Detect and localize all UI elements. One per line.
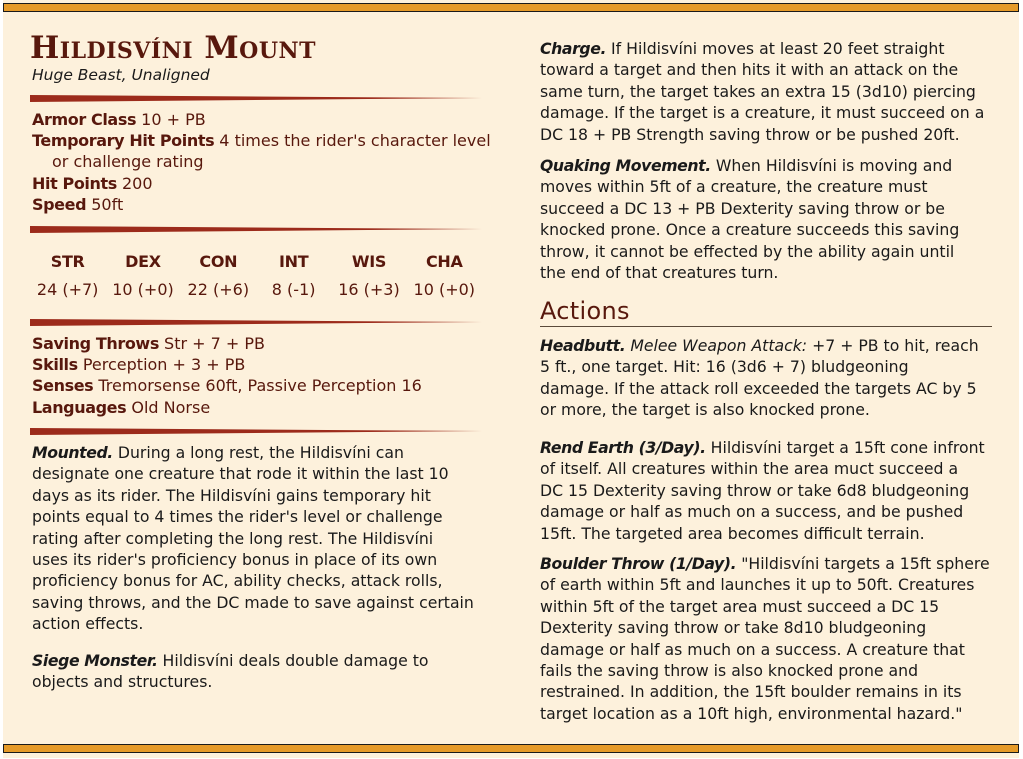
ability-header-cha: CHA: [425, 252, 463, 271]
temp-hp-label: Temporary Hit Points: [32, 131, 215, 150]
hit-points-label: Hit Points: [32, 174, 117, 193]
action-text-line: damage or half as much on a success, and be pushed: [540, 502, 964, 522]
action-text-line: within 5ft of the target area must succeed a DC 15: [540, 596, 940, 616]
speed-label: Speed: [32, 195, 87, 214]
action-text-line: Dexterity saving throw or take 8d10 bludgeoning: [540, 618, 927, 638]
action-text-line: DC 15 Dexterity saving throw or take 6d8 bludgeoning: [540, 480, 970, 500]
saving-throws-line: [32, 333, 265, 355]
hit-points-line: [32, 173, 153, 195]
trait-text-line: knocked prone. Once a creature succeeds this saving: [540, 220, 960, 240]
languages-line: [32, 397, 210, 419]
trait-text-line: During a long rest, the Hildisvíni can: [117, 443, 404, 462]
ability-header-dex: DEX: [125, 252, 161, 271]
temp-hp-value-cont: or challenge rating: [52, 152, 204, 171]
tapered-rule: [30, 319, 482, 326]
ability-value-cha: 10 (+0): [413, 280, 476, 299]
trait-mounted: [32, 442, 488, 635]
trait-name: Quaking Movement.: [540, 156, 711, 175]
trait-charge: [540, 38, 1000, 145]
action-text-line: or more, the target is also knocked prone.: [540, 400, 870, 420]
ability-scores-table: [30, 252, 482, 299]
temp-hp-line: [32, 130, 491, 152]
ability-values: [30, 280, 482, 299]
action-text-line: +7 + PB to hit, reach: [812, 336, 979, 355]
saving-throws-label: Saving Throws: [32, 334, 159, 353]
hit-points-value: 200: [121, 174, 153, 193]
trait-text-line: rating after completing the long rest. The Hildisvíni: [32, 528, 434, 548]
trait-name: Mounted.: [32, 443, 113, 462]
trait-text-line: the end of that creatures turn.: [540, 263, 779, 283]
skills-line: [32, 354, 245, 376]
trait-text-line: points equal to 4 times the rider's level or challenge: [32, 507, 443, 527]
top-border-bar: [3, 3, 1019, 12]
trait-text-line: same turn, the target takes an extra 15 (3d10) piercing: [540, 81, 976, 101]
senses-line: [32, 375, 422, 397]
trait-name: Charge.: [540, 39, 607, 58]
trait-text-line: action effects.: [32, 614, 144, 634]
trait-text-line: damage. If the target is a creature, it must succeed on a: [540, 103, 985, 123]
action-text-line: target location as a 10ft high, environmental hazard.": [540, 703, 963, 723]
languages-label: Languages: [32, 398, 127, 417]
action-text-line: of earth within 5ft and launches it up to 50ft. Creatures: [540, 575, 975, 595]
skills-label: Skills: [32, 355, 78, 374]
ability-value-con: 22 (+6): [187, 280, 250, 299]
saving-throws-value: Str + 7 + PB: [164, 334, 266, 353]
trait-siege-monster: [32, 650, 488, 693]
ability-value-str: 24 (+7): [36, 280, 99, 299]
temp-hp-value: 4 times the rider's character level: [219, 131, 491, 150]
action-text-line: 5 ft., one target. Hit: 16 (3d6 + 7) bludgeoning: [540, 357, 909, 377]
tapered-rule: [30, 226, 482, 233]
senses-value: Tremorsense 60ft, Passive Perception 16: [98, 376, 422, 395]
skills-value: Perception + 3 + PB: [82, 355, 246, 374]
tapered-rule: [30, 428, 482, 435]
action-text-line: fails the saving throw is also knocked prone and: [540, 661, 919, 681]
trait-text-line: designate one creature that rode it within the last 10: [32, 464, 449, 484]
ability-header-wis: WIS: [351, 252, 387, 271]
monster-name: Hildisvíni Mount: [30, 30, 317, 66]
speed-value: 50ft: [91, 195, 124, 214]
trait-text-line: objects and structures.: [32, 672, 213, 692]
trait-name: Siege Monster.: [32, 651, 158, 670]
monster-type-line: Huge Beast, Unaligned: [32, 66, 210, 84]
senses-label: Senses: [32, 376, 94, 395]
trait-text-line: toward a target and then hits it with an attack on the: [540, 60, 959, 80]
trait-text-line: When Hildisvíni is moving and: [715, 156, 953, 175]
ability-header-str: STR: [50, 252, 85, 271]
action-name: Headbutt.: [540, 336, 626, 355]
ability-headers: [30, 252, 482, 271]
trait-text-line: DC 18 + PB Strength saving throw or be pushed 20ft.: [540, 124, 960, 144]
languages-value: Old Norse: [131, 398, 211, 417]
speed-line: [32, 194, 123, 216]
armor-class-value: 10 + PB: [141, 110, 206, 129]
action-text-line: Hildisvíni target a 15ft cone infront: [710, 438, 985, 457]
armor-class-line: [32, 109, 206, 131]
action-name: Boulder Throw (1/Day).: [540, 554, 737, 573]
trait-text-line: days as its rider. The Hildisvíni gains temporary hit: [32, 485, 431, 505]
ability-value-wis: 16 (+3): [338, 280, 400, 299]
action-text-line: restrained. In addition, the 15ft boulder remains in its: [540, 682, 962, 702]
action-boulder-throw: [540, 553, 1000, 724]
armor-class-label: Armor Class: [32, 110, 137, 129]
trait-text-line: saving throws, and the DC made to save against certain: [32, 592, 474, 612]
trait-text-line: Hildisvíni deals double damage to: [162, 651, 429, 670]
action-headbutt: [540, 335, 1000, 421]
action-text-line: of itself. All creatures within the area muct succeed a: [540, 459, 959, 479]
action-text-line: damage or half as much on a success. A creature that: [540, 639, 965, 659]
tapered-rule: [30, 95, 482, 102]
trait-text-line: If Hildisvíni moves at least 20 feet straight: [611, 39, 945, 58]
trait-text-line: moves within 5ft of a creature, the creature must: [540, 177, 928, 197]
trait-text-line: proficiency bonus for AC, ability checks, attack rolls,: [32, 571, 443, 591]
attack-type: Melee Weapon Attack:: [630, 336, 808, 355]
ability-header-int: INT: [278, 252, 309, 271]
action-text-line: damage. If the attack roll exceeded the targets AC by 5: [540, 378, 977, 398]
trait-text-line: throw, it cannot be effected by the ability again until: [540, 241, 955, 261]
trait-text-line: uses its rider's proficiency bonus in place of its own: [32, 550, 438, 570]
ability-header-con: CON: [199, 252, 238, 271]
action-rend-earth: [540, 437, 1000, 544]
actions-heading: Actions: [540, 297, 992, 327]
trait-text-line: succeed a DC 13 + PB Dexterity saving throw or be: [540, 198, 945, 218]
ability-value-int: 8 (-1): [271, 280, 316, 299]
bottom-border-bar: [3, 744, 1019, 753]
action-text-line: 15ft. The targeted area becomes difficult terrain.: [540, 523, 925, 543]
temp-hp-continuation: [32, 151, 204, 173]
action-name: Rend Earth (3/Day).: [540, 438, 706, 457]
trait-quaking-movement: [540, 155, 1000, 283]
action-text-line: "Hildisvíni targets a 15ft sphere: [741, 554, 990, 573]
ability-value-dex: 10 (+0): [112, 280, 174, 299]
